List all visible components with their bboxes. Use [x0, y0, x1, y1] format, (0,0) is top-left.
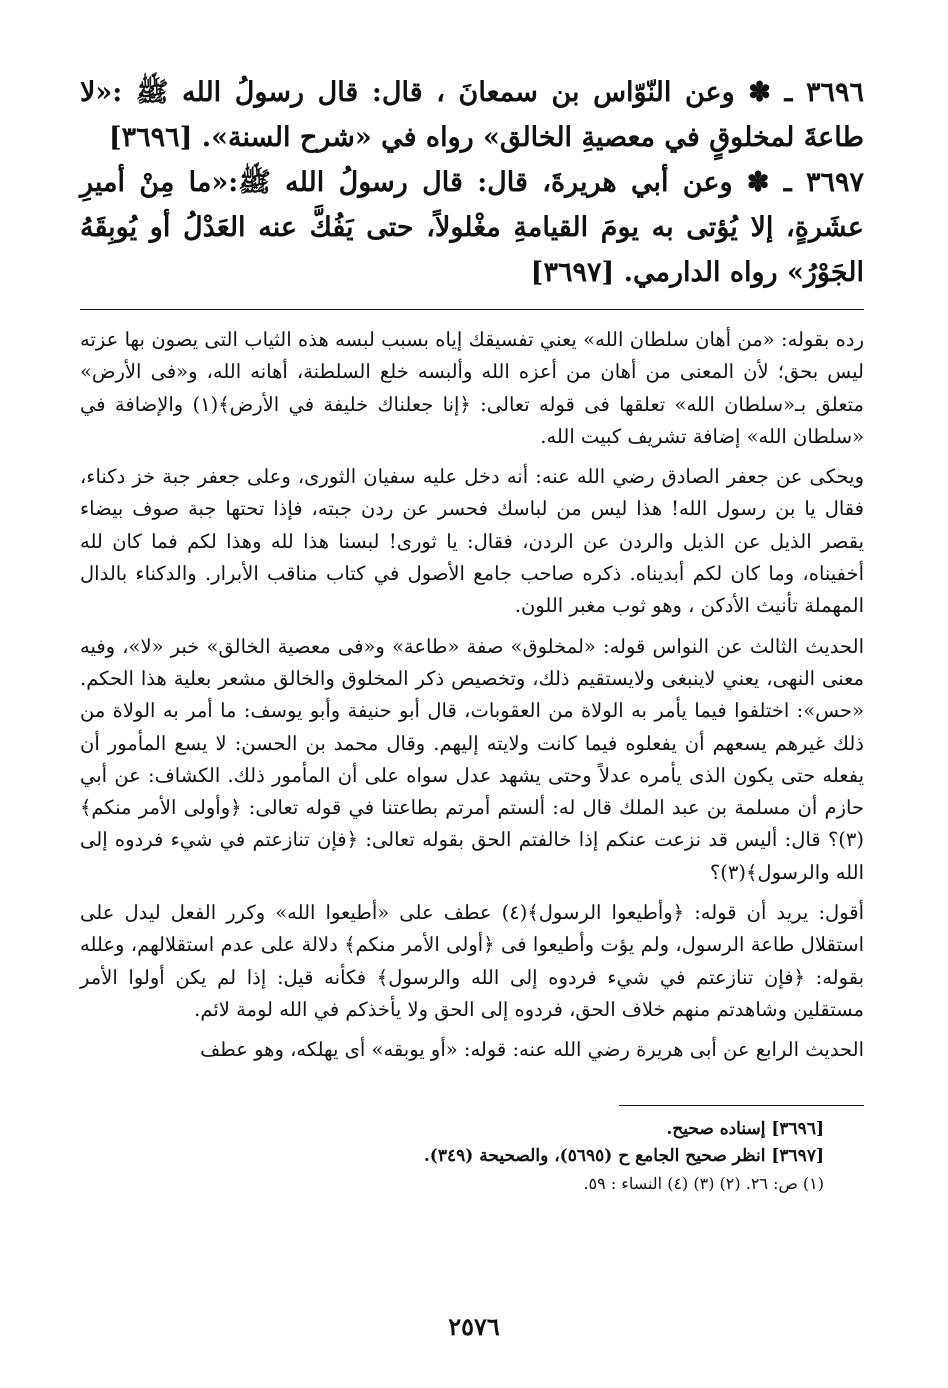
page-number: ٢٥٧٦ — [448, 1312, 500, 1341]
grading-note-3697: [٣٦٩٧] انظر صحيح الجامع ح (٥٦٩٥)، والصحيحة (٣٤٩). — [423, 1145, 824, 1166]
commentary-paragraph: ويحكى عن جعفر الصادق رضي الله عنه: أنه دخل عليه سفيان الثورى، وعلى جعفر جبة خز دكناء، فقال يا بن رسول الله! هذا ليس من لباسك فحسر عن ردن جبته، فإذا تحتها جبة صوف بيضاء يقصر الذيل عن الذيل والردن عن الردن، فقال: يا ثورى! لبسنا هذا لله وهذا لكم فما كان لله أخفيناه، وما كان لكم أبديناه. ذكره صاحب جامع الأصول في كتاب مناقب الأبرار. والدكناء بالدال المهملة تأنيث الأدكن ، وهو ثوب مغبر اللون. — [80, 465, 864, 618]
commentary-paragraph: الحديث الرابع عن أبى هريرة رضي الله عنه: قوله: «أو يوبقه» أى يهلكه، وهو عطف — [200, 1038, 864, 1062]
commentary-paragraph: الحديث الثالث عن النواس قوله: «لمخلوق» صفة «طاعة» و«فى معصية الخالق» خبر «لا»، وفيه معنى النهى، يعني لاينبغى ولايستقيم ذلك، وتخصيص ذكر المخلوق والخالق مشعر بعلية هذا الحكم. «حس»: اختلفوا فيما يأمر به الولاة من العقوبات، قال أبو حنيفة وأبو يوسف: ما أمر به الولاة من ذلك غيرهم يسعهم أن يفعلوه فيما كانت ولايته إليهم. وقال محمد بن الحسن: لا يسع المأمور أن يفعله حتى يكون الذى يأمره عدلاً وحتى يشهد عدل سواه على أن المأمور ذلك. الكشاف: عن أبي حازم أن مسلمة بن عبد الملك قال له: ألستم أمرتم بطاعتنا في قوله تعالى: ﴿وأولى الأمر منكم﴾(٣)؟ قال: أليس قد نزعت عنكم إذا خالفتم الحق بقوله تعالى: ﴿فإن تنازعتم في شيء فردوه إلى الله والرسول﴾(٣)؟ — [80, 634, 864, 884]
grading-note-3696: [٣٦٩٦] إسناده صحيح. — [666, 1118, 824, 1139]
commentary-block — [80, 324, 864, 1067]
document-page — [80, 70, 864, 1388]
hadith-3696: ٣٦٩٦ ـ ✽ وعن النّوّاس بن سمعانَ ، قال: قال رسولُ الله ﷺ :«لا طاعةَ لمخلوقٍ في معصيةِ الخالق» رواه في «شرح السنة». [٣٦٩٦] — [80, 77, 864, 153]
commentary-paragraph: أقول: يريد أن قوله: ﴿وأطيعوا الرسول﴾(٤) عطف على «أطيعوا الله» وكرر الفعل ليدل على استقلال طاعة الرسول، ولم يؤت وأطيعوا فى ﴿أولى الأمر منكم﴾ دلالة على عدم استقلالهم، وعلله بقوله: ﴿فإن تنازعتم في شيء فردوه إلى الله والرسول﴾ فكأنه قيل: إذا لم يكن أولوا الأمر مستقلين وشاهدتم منهم خلاف الحق، فردوه إلى الحق ولا يأخذكم في الله لومة لائم. — [80, 901, 864, 1021]
commentary-paragraph: رده بقوله: «من أهان سلطان الله» يعني تفسيقك إياه بسبب لبسه هذه الثياب التى يصون بها عزته ليس بحق؛ لأن المعنى من أهان من أعزه الله وألبسه خلع السلطنة، أهانه الله، و«فى الأرض» متعلق بـ«سلطان الله» تعلقها فى قوله تعالى: ﴿إنا جعلناك خليفة في الأرض﴾(١) والإضافة في «سلطان الله» إضافة تشريف كبيت الله. — [80, 328, 864, 448]
footnotes-block — [80, 1116, 864, 1197]
hadith-text-block — [80, 70, 864, 295]
footnote-divider — [619, 1105, 864, 1106]
section-divider — [80, 309, 864, 310]
hadith-3697: ٣٦٩٧ ـ ✽ وعن أبي هريرةَ، قال: قال رسولُ الله ﷺ:«ما مِنْ أميرِ عشَرةٍ، إلا يُؤتى به يومَ القيامةِ مغْلولاً، حتى يَفُكَّ عنه العَدْلُ أو يُوبِقَهُ الجَوْرُ» رواه الدارمي. [٣٦٩٧] — [80, 167, 864, 288]
footnote-references: (١) ص: ٢٦. (٢) (٣) (٤) النساء : ٥٩. — [583, 1173, 824, 1193]
